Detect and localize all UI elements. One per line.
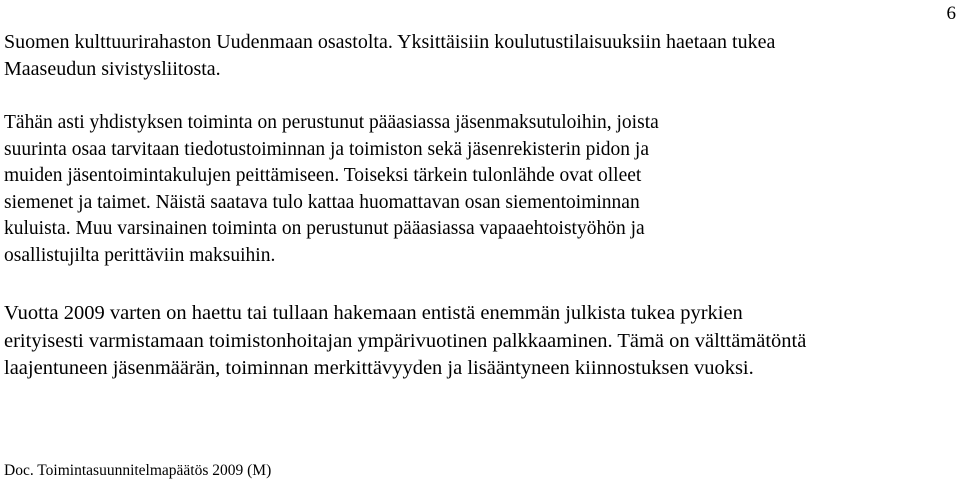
text-line: Tähän asti yhdistyksen toiminta on perustunut pääasiassa jäsenmaksutuloihin, joista (4, 112, 659, 133)
paragraph-public-funding-2009 (4, 300, 944, 383)
text-line: Maaseudun sivistysliitosta. (4, 58, 221, 80)
page-number: 6 (946, 3, 956, 24)
text-line: laajentuneen jäsenmäärän, toiminnan merkittävyyden ja lisääntyneen kiinnostuksen vuoksi. (4, 357, 754, 379)
text-line: Suomen kulttuurirahaston Uudenmaan osastolta. Yksittäisiin koulutustilaisuuksiin haetaan tukea (4, 31, 776, 53)
paragraph-income-history (4, 110, 944, 269)
paragraph-funding-sources (4, 29, 944, 83)
text-line: osallistujilta perittäviin maksuihin. (4, 244, 276, 266)
text-line: Vuotta 2009 varten on haettu tai tullaan hakemaan entistä enemmän julkista tukea pyrkien (4, 302, 743, 324)
text-line: muiden jäsentoimintakulujen peittämiseen. Toiseksi tärkein tulonlähde ovat olleet (4, 165, 642, 186)
text-line: suurinta osaa tarvitaan tiedotustoiminnan ja toimiston sekä jäsenrekisterin pidon ja (4, 138, 649, 160)
document-footer: Doc. Toimintasuunnitelmapäätös 2009 (M) (4, 462, 272, 479)
text-line: kuluista. Muu varsinainen toiminta on perustunut pääasiassa vapaaehtoistyöhön ja (4, 218, 645, 239)
text-line: siemenet ja taimet. Näistä saatava tulo kattaa huomattavan osan siementoiminnan (4, 191, 640, 213)
text-line: erityisesti varmistamaan toimistonhoitajan ympärivuotinen palkkaaminen. Tämä on välttämätöntä (4, 329, 807, 352)
